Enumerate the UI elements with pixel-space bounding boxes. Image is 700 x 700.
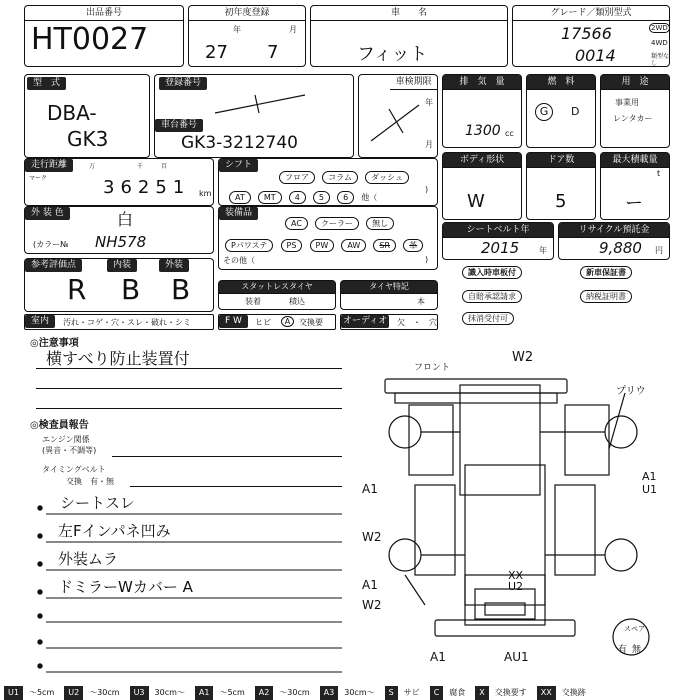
notes-label: ◎注意事項: [30, 338, 79, 349]
body-shape-label: ボディ形状: [443, 153, 521, 168]
report-item-1: シートスレ: [60, 494, 135, 512]
legend-value: ～5cm: [28, 688, 55, 697]
spare-label: スペア: [624, 625, 645, 633]
shift-at: AT: [229, 191, 251, 204]
equip-cooler: クーラー: [315, 217, 359, 230]
diag-bottom-au1: AU1: [504, 650, 529, 664]
legend-value: 30cm～: [154, 688, 185, 697]
fw-end: 交換要: [299, 318, 323, 327]
audio-items: 欠 ・ 穴: [397, 318, 437, 327]
tire-box: [340, 280, 438, 310]
damage-legend: [0, 686, 700, 700]
chassis-label: 車台番号: [155, 119, 203, 132]
seatbelt-year: 2015: [481, 239, 520, 257]
equipment-row1: [285, 211, 396, 230]
grade-box: [512, 5, 670, 67]
diag-w2-top: W2: [512, 350, 534, 365]
report-item-4: ドミラーWカバー A: [58, 578, 193, 596]
note-line1: 横すべり防止装置付: [46, 349, 190, 368]
audio-row: [340, 314, 438, 330]
grade-value2: 0014: [575, 46, 616, 65]
diag-right-a1u1: A1 U1: [642, 470, 658, 496]
seatbelt-unit: 年: [539, 246, 547, 255]
mileage-digit: 5: [155, 177, 167, 198]
docs-box: [442, 262, 670, 328]
legend-key: S: [385, 686, 398, 700]
studless-opt1: 装着: [245, 297, 261, 306]
body-shape: W: [467, 191, 485, 212]
grade-label: グレード／類別型式: [513, 6, 669, 21]
drive-2wd: 2WD: [651, 24, 668, 32]
shift-column: コラム: [322, 171, 358, 184]
legend-key: U3: [130, 686, 149, 700]
mileage-digit: 2: [137, 177, 150, 198]
doc-5: 抹消受付可: [462, 312, 514, 325]
use-opt2: レンタカー: [613, 114, 653, 123]
shift-box: [218, 158, 438, 206]
note-rule: [36, 408, 342, 409]
drive-4wd: 4WD: [651, 39, 668, 47]
recycle-label: リサイクル預託金: [559, 223, 669, 238]
legend-key: C: [430, 686, 444, 700]
color-box: [24, 206, 214, 254]
equip-aw: AW: [341, 239, 366, 252]
color-code: NH578: [95, 233, 147, 251]
diag-left-w2: W2: [362, 530, 382, 544]
fuel-d: D: [571, 105, 580, 118]
legend-value: 交換要す: [494, 688, 527, 697]
studless-label: スタットレスタイヤ: [219, 281, 335, 294]
shift-mt: MT: [258, 191, 282, 204]
studless-box: [218, 280, 336, 310]
doors-box: [526, 152, 596, 220]
fuel-label: 燃 料: [527, 75, 595, 90]
shift-row1: [279, 165, 411, 184]
equip-pw: PW: [310, 239, 335, 252]
equip-leather: 革: [403, 239, 423, 252]
capacity-label: 最大積載量: [601, 153, 669, 168]
registration-label: 登録番号: [159, 77, 207, 90]
first-reg-box: [188, 5, 306, 67]
shift-other: 他（: [361, 193, 378, 202]
doc-2: 新車保証書: [580, 266, 632, 279]
shift-floor: フロア: [279, 171, 315, 184]
tire-label: タイヤ特記: [341, 281, 437, 294]
legend-value: ～5cm: [219, 688, 245, 697]
inspection-year: 年: [425, 98, 433, 107]
shift-close: ): [425, 185, 429, 194]
equipment-other: その他（: [223, 256, 255, 265]
shift-5: 5: [313, 191, 330, 204]
doc-3: 自賠承認請求: [462, 290, 522, 303]
spare-yes: 有: [618, 645, 628, 655]
legend-key: A2: [255, 686, 274, 700]
unit-hyaku: 百: [161, 163, 168, 170]
fw-row: [218, 314, 336, 330]
unit-sen: 千: [137, 163, 144, 170]
recycle-fee: 9,880: [599, 239, 642, 257]
inspection-strike: [359, 75, 439, 159]
equip-sr: SR: [373, 239, 396, 252]
inspection-box: [358, 74, 438, 158]
model-box: [24, 74, 150, 158]
mileage-digits: [103, 177, 184, 198]
capacity-box: [600, 152, 670, 220]
mileage-digit: 3: [103, 177, 115, 198]
mileage-digit: 1: [172, 177, 185, 198]
legend-key: U1: [4, 686, 23, 700]
car-name-box: [310, 5, 508, 67]
equip-ps: PS: [281, 239, 303, 252]
interior-row-label: 室内: [25, 315, 55, 328]
legend-value: 30cm～: [344, 688, 375, 697]
grade-value1: 17566: [561, 24, 612, 43]
model-line1: DBA-: [47, 101, 97, 125]
diag-bottom-a1: A1: [430, 650, 446, 664]
legend-value: ～30cm: [279, 688, 310, 697]
registration-box: [154, 74, 354, 158]
fw-circle: A: [281, 316, 294, 327]
report-rule: [112, 456, 342, 457]
model-line2: GK3: [67, 127, 109, 151]
shift-row2: [229, 185, 377, 204]
report-bullets: [30, 500, 350, 680]
diag-front: フロント: [414, 363, 451, 373]
diag-left-a1: A1: [362, 482, 378, 496]
capacity: ー: [625, 193, 643, 214]
legend-key: X: [475, 686, 488, 700]
use-box: [600, 74, 670, 148]
chassis-number: GK3-3212740: [181, 133, 298, 153]
mileage-digit: 6: [120, 177, 132, 198]
legend-value: ～30cm: [89, 688, 120, 697]
color-code-label: (カラー№: [33, 240, 69, 249]
recycle-box: [558, 222, 670, 260]
shift-4: 4: [289, 191, 306, 204]
diag-left-w2-2: W2: [362, 598, 382, 612]
legend-key: A1: [195, 686, 214, 700]
recycle-unit: 円: [655, 246, 663, 255]
displacement-label: 排 気 量: [443, 75, 521, 90]
note-rule: [36, 388, 342, 389]
equipment-other-close: ): [425, 255, 429, 264]
diag-right-front: プリウ: [616, 386, 646, 397]
timing-sub: 交換 有・無: [66, 477, 114, 486]
interior-label: 内装: [107, 259, 137, 272]
mileage-label: 走行距離: [25, 159, 73, 172]
capacity-unit: t: [657, 169, 661, 178]
month-unit: 月: [289, 25, 297, 34]
equip-pw-steer: Pパワステ: [225, 239, 273, 252]
fuel-box: [526, 74, 596, 148]
use-label: 用 途: [601, 75, 669, 90]
diag-left-a1-2: A1: [362, 578, 378, 592]
inspector-label: ◎検査員報告: [30, 420, 89, 431]
equipment-row2: [225, 233, 425, 252]
tire-unit: 本: [417, 297, 425, 306]
fuel-g: G: [535, 103, 553, 121]
reg-strike: [155, 75, 355, 115]
mileage-km: km: [199, 189, 212, 198]
doc-4: 納税証明書: [580, 290, 632, 303]
report-item-3: 外装ムラ: [58, 550, 119, 568]
interior-row: [24, 314, 214, 330]
legend-value: サビ: [403, 688, 420, 697]
exterior-label: 外装: [159, 259, 189, 272]
first-reg-year: 27: [205, 42, 228, 63]
type-none: 類型なし: [651, 53, 670, 67]
note-rule: [36, 368, 342, 369]
lot-box: [24, 5, 184, 67]
audio-label: オーディオ: [343, 316, 388, 326]
engine-label: エンジン関係: [42, 435, 90, 444]
seatbelt-label: シートベルト年: [443, 223, 553, 238]
equipment-box: [218, 206, 438, 270]
doors: 5: [555, 191, 567, 212]
shift-label: シフト: [219, 159, 258, 172]
spare-no: 無: [632, 645, 642, 655]
interior-row-items: 汚れ・コゲ・穴・スレ・破れ・シミ: [63, 318, 191, 327]
interior-score: B: [121, 273, 141, 306]
year-unit: 年: [233, 25, 241, 34]
inspection-month: 月: [425, 140, 433, 149]
shift-dash: ダッシュ: [365, 171, 409, 184]
unit-man: 万: [89, 163, 96, 170]
exterior-score: B: [171, 273, 191, 306]
studless-opt2: 積込: [289, 297, 305, 306]
body-shape-box: [442, 152, 522, 220]
doors-label: ドア数: [527, 153, 595, 168]
fw-items: ヒビ: [255, 318, 271, 327]
legend-key: A3: [320, 686, 339, 700]
color-name: 白: [117, 210, 134, 229]
report-item-2: 左Fインパネ凹み: [58, 522, 171, 540]
displacement-unit: cc: [505, 129, 514, 138]
first-reg-label: 初年度登録: [189, 6, 305, 21]
engine-sub: (異音・不調等): [42, 446, 97, 455]
report-rule: [130, 486, 342, 487]
displacement-box: [442, 74, 522, 148]
car-name-label: 車 名: [311, 6, 507, 21]
lot-number: HT0027: [31, 22, 149, 57]
legend-key: U2: [64, 686, 83, 700]
color-label: 外 装 色: [25, 207, 70, 220]
inspection-label: 車検期限: [390, 75, 437, 90]
mileage-box: [24, 158, 214, 206]
overall-score: R: [67, 273, 87, 306]
timing-label: タイミングベルト: [42, 465, 106, 474]
legend-key: XX: [537, 686, 556, 700]
legend-value: 腐食: [449, 688, 466, 697]
car-name: フィット: [357, 44, 428, 65]
first-reg-month: 7: [267, 42, 279, 63]
fw-label: F W: [219, 315, 248, 328]
equip-none: 無し: [366, 217, 394, 230]
lot-label: 出品番号: [25, 6, 183, 21]
equipment-label: 装備品: [219, 207, 258, 220]
doc-1: 識入時車板付: [462, 266, 522, 279]
diag-rear: XX U2: [508, 569, 524, 593]
shift-6: 6: [337, 191, 354, 204]
score-label: 参考評価点: [25, 259, 82, 272]
displacement-value: 1300: [465, 123, 501, 139]
score-box: [24, 258, 214, 312]
legend-value: 交換跡: [561, 688, 586, 697]
use-opt1: 事業用: [615, 98, 639, 107]
mileage-marker: マーク: [29, 175, 48, 182]
model-label: 型 式: [27, 77, 66, 90]
seatbelt-box: [442, 222, 554, 260]
equip-ac: AC: [285, 217, 308, 230]
